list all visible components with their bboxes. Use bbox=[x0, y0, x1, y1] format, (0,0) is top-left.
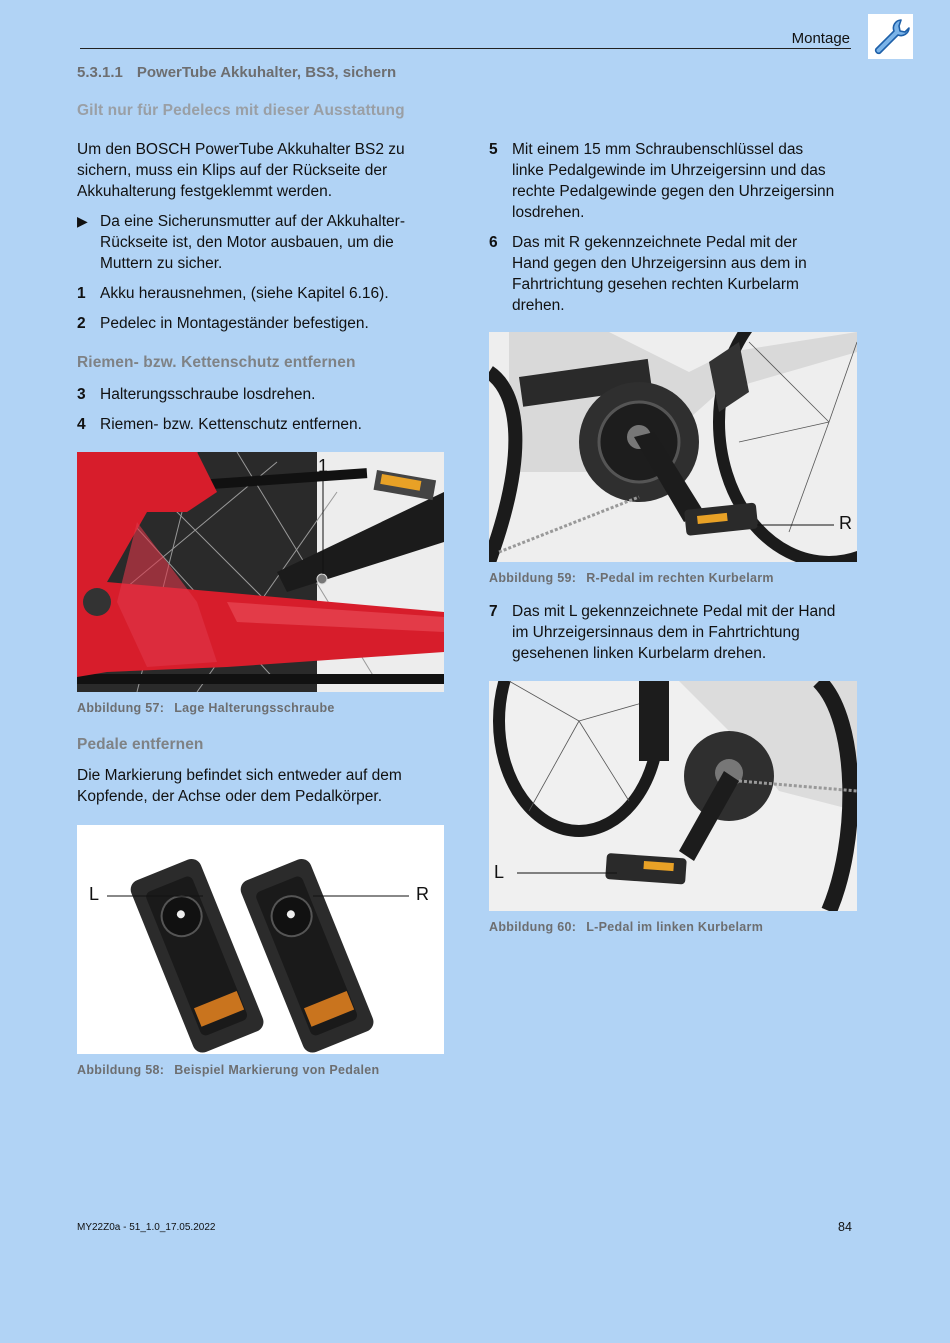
figure-59-photo bbox=[489, 332, 857, 562]
caption-text: Lage Halterungsschraube bbox=[174, 701, 335, 715]
step-item bbox=[489, 601, 869, 664]
footer-document-code: MY22Z0a - 51_1.0_17.05.2022 bbox=[77, 1222, 216, 1233]
step-text: Riemen- bzw. Kettenschutz entfernen. bbox=[100, 416, 362, 433]
step-number: 7 bbox=[489, 603, 498, 620]
step-line: Fahrtrichtung gesehen rechten Kurbelarm bbox=[512, 276, 799, 293]
step-item bbox=[77, 283, 389, 304]
step-item bbox=[489, 232, 869, 316]
step-number: 1 bbox=[77, 285, 86, 302]
note-line: Rückseite ist, den Motor ausbauen, um die bbox=[100, 234, 394, 251]
figure-60-callout: L bbox=[494, 862, 505, 882]
note-line: Muttern zu sicher. bbox=[100, 255, 223, 272]
header-rule bbox=[80, 48, 851, 49]
step-text: Halterungsschraube losdrehen. bbox=[100, 386, 316, 403]
step-line: rechte Pedalgewinde gegen den Uhrzeigersinn bbox=[512, 183, 835, 200]
section-title: PowerTube Akkuhalter, BS3, sichern bbox=[136, 64, 397, 81]
caption-text: Beispiel Markierung von Pedalen bbox=[174, 1063, 380, 1077]
step-line: im Uhrzeigersinnaus dem in Fahrtrichtung bbox=[512, 624, 800, 641]
step-line: Hand gegen den Uhrzeigersinn aus dem in bbox=[512, 255, 807, 272]
figure-60-photo bbox=[489, 681, 857, 911]
step-number: 2 bbox=[77, 315, 86, 332]
step-item bbox=[77, 313, 369, 334]
intro-line: sichern, muss ein Klips auf der Rückseite der bbox=[77, 162, 388, 179]
pedal-intro-line: Kopfende, der Achse oder dem Pedalkörper. bbox=[77, 788, 383, 805]
subheading-remove-pedals: Pedale entfernen bbox=[77, 736, 204, 753]
figure-59-caption bbox=[489, 571, 774, 585]
figure-58-photo bbox=[77, 825, 444, 1054]
caption-text: L-Pedal im linken Kurbelarm bbox=[586, 920, 764, 934]
note-line: Da eine Sicherunsmutter auf der Akkuhalter- bbox=[100, 213, 405, 230]
figure-59-callout: R bbox=[839, 513, 852, 533]
header-title: Montage bbox=[791, 30, 850, 47]
caption-label: Abbildung 58: bbox=[77, 1063, 165, 1077]
step-line: linke Pedalgewinde im Uhrzeigersinn und das bbox=[512, 162, 826, 179]
pedal-intro-paragraph bbox=[77, 765, 457, 807]
caption-label: Abbildung 60: bbox=[489, 920, 577, 934]
step-number: 6 bbox=[489, 234, 498, 251]
page-number: 84 bbox=[838, 1220, 852, 1234]
step-line: drehen. bbox=[512, 297, 565, 314]
step-item bbox=[77, 384, 315, 405]
step-text: Akku herausnehmen, (siehe Kapitel 6.16). bbox=[100, 285, 389, 302]
step-line: Das mit L gekennzeichnete Pedal mit der Hand bbox=[512, 603, 836, 620]
caption-label: Abbildung 59: bbox=[489, 571, 577, 585]
step-number: 3 bbox=[77, 386, 86, 403]
note-item bbox=[77, 211, 457, 274]
pedal-intro-line: Die Markierung befindet sich entweder auf dem bbox=[77, 767, 402, 784]
step-line: Das mit R gekennzeichnete Pedal mit der bbox=[512, 234, 798, 251]
section-number: 5.3.1.1 bbox=[77, 64, 123, 81]
figure-58-callout-right: R bbox=[416, 884, 429, 904]
triangle-bullet-icon: ▶ bbox=[77, 213, 88, 229]
intro-line: Um den BOSCH PowerTube Akkuhalter BS2 zu bbox=[77, 141, 405, 158]
subheading-chain-guard: Riemen- bzw. Kettenschutz entfernen bbox=[77, 354, 356, 371]
step-number: 5 bbox=[489, 141, 498, 158]
caption-text: R-Pedal im rechten Kurbelarm bbox=[586, 571, 774, 585]
step-item bbox=[77, 414, 362, 435]
caption-label: Abbildung 57: bbox=[77, 701, 165, 715]
scope-note: Gilt nur für Pedelecs mit dieser Ausstattung bbox=[77, 102, 405, 119]
step-text: Pedelec in Montageständer befestigen. bbox=[100, 315, 369, 332]
wrench-icon bbox=[868, 14, 913, 59]
figure-57-photo bbox=[77, 452, 444, 692]
step-line: gesehenen linken Kurbelarm drehen. bbox=[512, 645, 767, 662]
figure-57-callout: 1 bbox=[318, 456, 329, 476]
figure-58-callout-left: L bbox=[89, 884, 100, 904]
intro-paragraph bbox=[77, 139, 457, 202]
intro-line: Akkuhalterung festgeklemmt werden. bbox=[77, 183, 333, 200]
figure-60-caption bbox=[489, 920, 763, 934]
figure-57-caption bbox=[77, 701, 335, 715]
step-item bbox=[489, 139, 869, 223]
step-line: Mit einem 15 mm Schraubenschlüssel das bbox=[512, 141, 804, 158]
step-line: losdrehen. bbox=[512, 204, 585, 221]
figure-58-caption bbox=[77, 1063, 379, 1077]
step-number: 4 bbox=[77, 416, 86, 433]
section-heading bbox=[77, 64, 396, 81]
